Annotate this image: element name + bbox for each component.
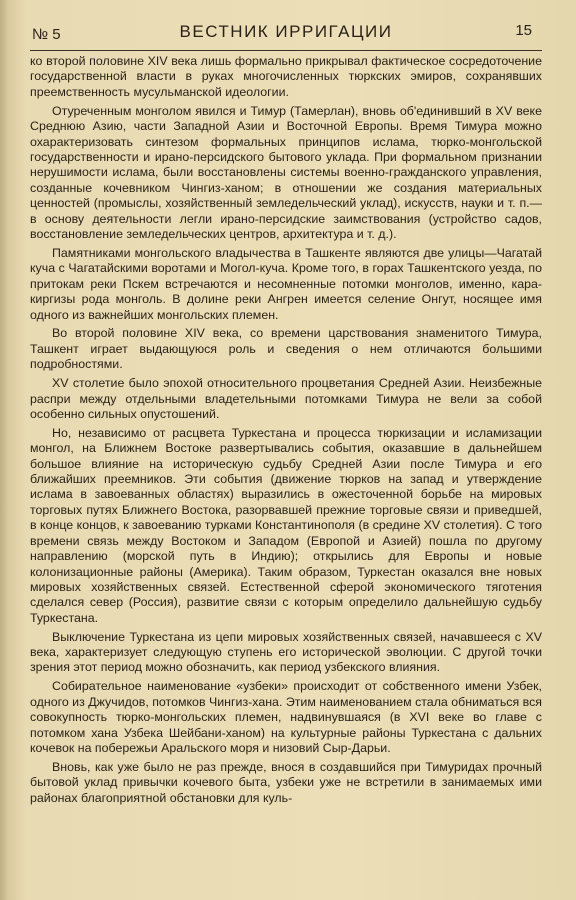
paragraph-3: Памятниками монгольского владычества в Ташкенте являются две улицы—Чагатай куча с Чагатайскими воротами и Могол-куча. Кроме того, в горах Ташкентского уезда, по притокам реки Пскем встречаются и несомненные потомки монголов, именно, кара-киргизы рода монголь. В долине реки Ангрен имеется селение Онгут, носящее имя одного из важнейших монгольских племен. (30, 245, 542, 322)
paragraph-9: Вновь, как уже было не раз прежде, внося в создавшийся при Тимуридах прочный бытовой уклад привычки кочевого быта, узбеки уже не встретили в занимаемых ими районах благоприятной обстановки для куль- (30, 759, 542, 805)
article-body (30, 54, 542, 806)
paragraph-5: XV столетие было эпохой относительного процветания Средней Азии. Неизбежные распри между отдельными владетельными потомками Тимура не вели за собой особенно сильных опустошений. (30, 376, 542, 421)
paragraph-7: Выключение Туркестана из цепи мировых хозяйственных связей, начавшееся с XV века, характеризует следующую ступень его исторической эволюции. С другой точки зрения этот период можно обозначить, как период узбекского влияния. (30, 629, 542, 675)
paragraph-2: Отуреченным монголом явился и Тимур (Тамерлан), вновь об'единивший в XV веке Среднюю Азию, части Западной Азии и Восточной Европы. Время Тимура можно охарактеризовать синтезом формальных принципов ислама, тюрко-монгольской государственности и ирано-персидского бытового уклада. При формальном признании нерушимости ислама, были восстановлены системы военно-гражданского управления, созданные кочевником Чингиз-ханом; в отношении же создания материальных ценностей (промыслы, хозяйственный земледельческий уклад), искусств, науки и т. п.—в основу деятельности легли ирано-персидские заимствования (устройство садов, восстановление земледельческих центров, архитектура и т. д.). (30, 103, 542, 241)
journal-title: ВЕСТНИК ИРРИГАЦИИ (179, 22, 393, 41)
paragraph-1: ко второй половине XIV века лишь формально прикрывал фактическое сосредоточение государственной власти в руках многочисленных тюркских эмиров, сохранявших преемственность мусульманской идеологии. (30, 54, 542, 99)
issue-number: № 5 (32, 26, 61, 43)
paragraph-4: Во второй половине XIV века, со времени царствования знаменитого Тимура, Ташкент играет выдающуюся роль и сведения о нем отличаются большими подробностями. (30, 326, 542, 372)
page-number: 15 (515, 22, 532, 39)
paragraph-8: Собирательное наименование «узбеки» происходит от собственного имени Узбек, одного из Джучидов, потомков Чингиз-хана. Этим наименованием стала обниматься вся совокупность тюрко-монгольских племен, надвинувшаяся (в XVI веке во главе с потомком хана Узбека Шейбани-ханом) на культурные районы Туркестана с дальних кочевок на побережьи Аральского моря и низовий Сыр-Дарьи. (30, 679, 542, 755)
paragraph-6: Но, независимо от расцвета Туркестана и процесса тюркизации и исламизации монгол, на Ближнем Востоке развертывались события, оказавшие в дальнейшем большое влияние на историческую судьбу Средней Азии после Тимура и его ближайших преемников. Эти события (движение тюрков на запад и утверждение ислама в завоеванных областях) выразились в ожесточенной борьбе на мировых торговых путях Ближнего Востока, разорвавшей прежние торговые связи и приведшей, в конце концов, к завоеванию турками Константинополя (в средине XV столетия). С того времени связь между Востоком и Западом (Европой и Азией) пошла по другому направлению (морской путь в Индию); открылись для Европы и новые колонизационные районы (Америка). Таким образом, Туркестан оказался вне новых мировых хозяйственных связей. Естественной сферой экономического тяготения сделался север (Россия), развитие связи с которым определило дальнейшую судьбу Туркестана. (30, 425, 542, 625)
page-header (30, 20, 542, 51)
